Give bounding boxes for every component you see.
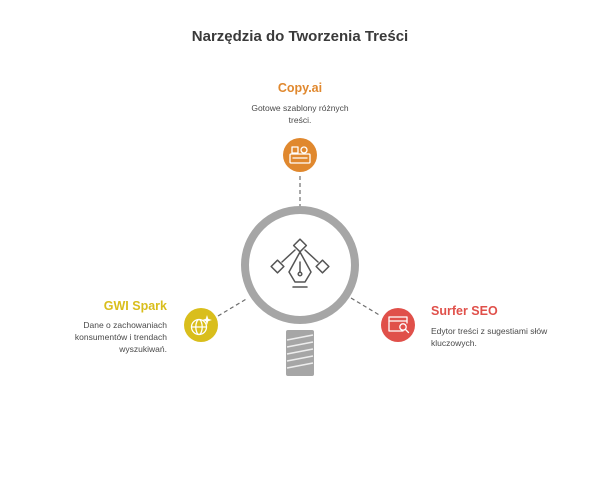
connector-gwi <box>218 298 248 316</box>
gwi-title: GWI Spark <box>103 299 167 313</box>
surfer-desc-line: kluczowych. <box>431 338 477 348</box>
magnifier-handle <box>286 330 314 376</box>
surfer-desc-line: Edytor treści z sugestiami słów <box>431 326 548 336</box>
surfer-description <box>431 325 591 349</box>
surfer-title: Surfer SEO <box>431 304 498 318</box>
surfer-circle <box>381 308 415 342</box>
copyai-desc-line: Gotowe szablony różnych <box>251 103 349 113</box>
copyai-desc-line: treści. <box>288 115 312 125</box>
copyai-description <box>200 102 400 126</box>
gwi-circle <box>184 308 218 342</box>
gwi-desc-line: Dane o zachowaniach <box>83 320 167 330</box>
gwi-desc-line: wyszukiwań. <box>119 344 167 354</box>
connector-surfer <box>351 298 381 316</box>
gwi-desc-line: konsumentów i trendach <box>74 332 167 342</box>
copyai-node <box>283 138 317 172</box>
gwi-description <box>40 319 167 355</box>
copyai-circle <box>283 138 317 172</box>
surfer-node <box>381 308 415 342</box>
diagram-title: Narzędzia do Tworzenia Treści <box>191 28 409 45</box>
copyai-title: Copy.ai <box>277 81 323 95</box>
gwi-node <box>184 308 218 342</box>
